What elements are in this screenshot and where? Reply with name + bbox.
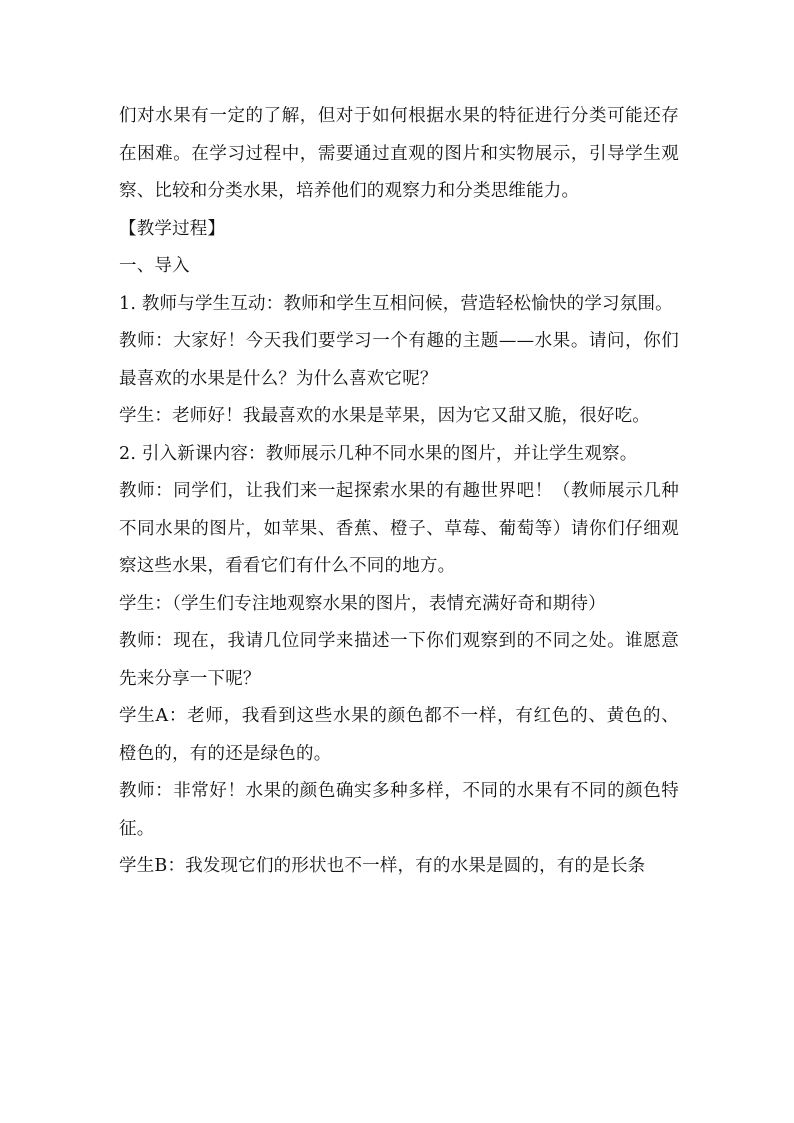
paragraph-teacher-show-pictures: 教师：同学们，让我们来一起探索水果的有趣世界吧！（教师展示几种不同水果的图片，如苹果、香蕉、橙子、草莓、葡萄等）请你们仔细观察这些水果，看看它们有什么不同的地方。: [119, 481, 679, 576]
paragraph-intro: 们对水果有一定的了解，但对于如何根据水果的特征进行分类可能还存在困难。在学习过程中，需要通过直观的图片和实物展示，引导学生观察、比较和分类水果，培养他们的观察力和分类思维能力。: [119, 106, 679, 201]
paragraph-step-1: 1. 教师与学生互动：教师和学生互相问候，营造轻松愉快的学习氛围。: [119, 293, 673, 314]
paragraph-student-b: 学生B：我发现它们的形状也不一样，有的水果是圆的，有的是长条: [119, 856, 646, 876]
paragraph-students-observe: 学生：（学生们专注地观察水果的图片，表情充满好奇和期待）: [119, 593, 606, 614]
paragraph-teacher-praise: 教师：非常好！水果的颜色确实多种多样，不同的水果有不同的颜色特征。: [119, 781, 679, 839]
document-page: [119, 98, 679, 886]
paragraph-teacher-ask-describe: 教师：现在，我请几位同学来描述一下你们观察到的不同之处。谁愿意先来分享一下呢？: [119, 631, 679, 689]
paragraph-student-reply: 学生：老师好！我最喜欢的水果是苹果，因为它又甜又脆，很好吃。: [119, 406, 650, 426]
section-heading-teaching-process: 【教学过程】: [119, 218, 226, 239]
subsection-heading-introduction: 一、导入: [119, 256, 190, 276]
paragraph-step-2: 2. 引入新课内容：教师展示几种不同水果的图片，并让学生观察。: [119, 443, 638, 464]
paragraph-teacher-greeting: 教师：大家好！今天我们要学习一个有趣的主题——水果。请问，你们最喜欢的水果是什么？为什么喜欢它呢？: [119, 331, 679, 389]
paragraph-student-a: 学生A：老师，我看到这些水果的颜色都不一样，有红色的、黄色的、橙色的，有的还是绿色的。: [119, 706, 679, 764]
